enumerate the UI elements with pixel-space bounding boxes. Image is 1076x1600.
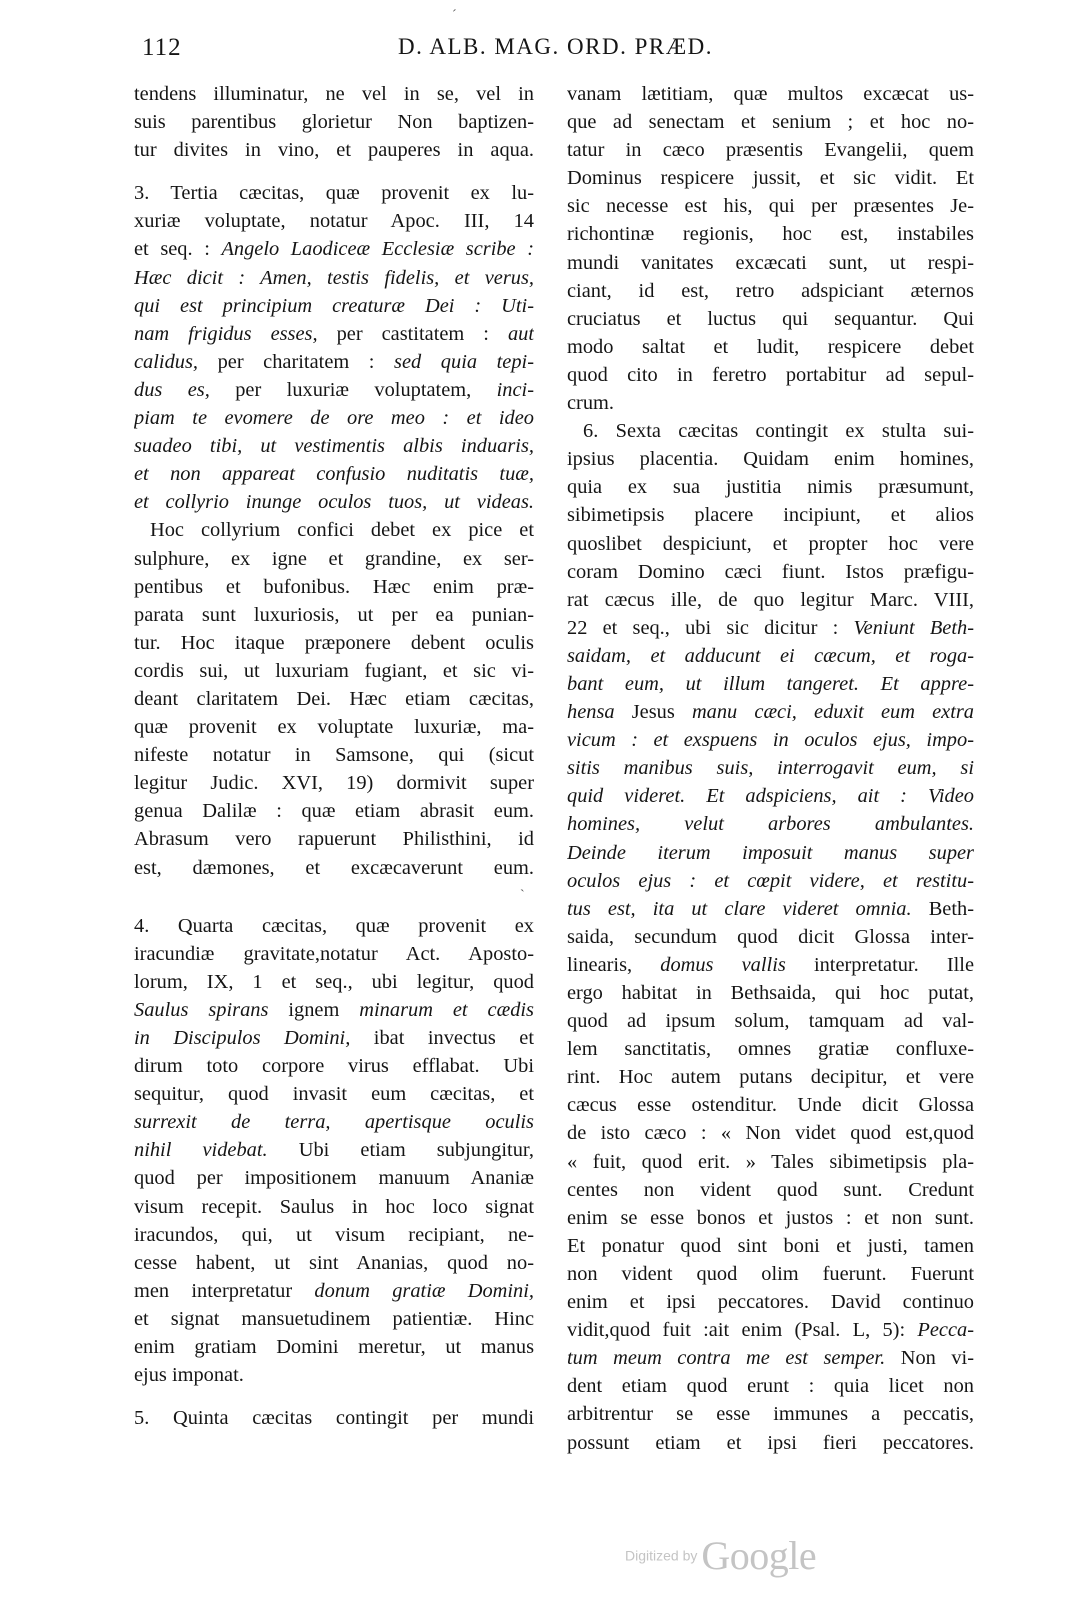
italic-segment: inci- — [496, 378, 534, 401]
italic-segment: bant eum, ut illum tangeret. Et appre- — [567, 672, 974, 695]
text-line — [134, 629, 534, 657]
text-line — [134, 713, 534, 741]
text-segment: et seq. : — [134, 238, 222, 261]
italic-segment: sed quia tepi- — [394, 350, 534, 373]
text-line — [567, 951, 974, 979]
italic-segment: oculos ejus : et cœpit videre, et restitu- — [567, 869, 974, 892]
italic-segment: Angelo Laodiceæ Ecclesiæ scribe : — [221, 238, 534, 261]
text-line — [567, 473, 974, 501]
italic-segment: et collyrio inunge oculos tuos, ut videas. — [134, 491, 534, 514]
text-segment: per luxuriæ voluptatem, — [209, 378, 497, 401]
text-segment: parata sunt luxuriosis, ut per ea punian- — [134, 603, 534, 626]
text-line — [567, 1063, 974, 1091]
text-line — [567, 389, 974, 417]
text-segment: genua Dalilæ : quæ etiam abrasit eum. — [134, 800, 534, 823]
text-segment: ergo habitat in Bethsaida, qui hoc putat, — [567, 982, 974, 1004]
text-line — [567, 333, 974, 361]
text-line — [567, 979, 974, 1007]
text-line — [567, 810, 974, 838]
text-line — [567, 1119, 974, 1147]
text-line — [134, 1164, 534, 1192]
text-line — [567, 867, 974, 895]
italic-segment: vicum : et exspuens in oculos ejus, impo- — [567, 729, 974, 752]
text-line — [567, 839, 974, 867]
text-line — [567, 642, 974, 670]
text-line — [134, 207, 534, 235]
text-segment: enim se esse bonos et justos : et non sunt. — [567, 1206, 974, 1229]
italic-segment: qui est principium creaturæ Dei : Uti- — [134, 294, 534, 317]
text-segment: cæcus esse ostenditur. Unde dicit Glossa — [567, 1094, 974, 1117]
text-line — [567, 1372, 974, 1400]
text-segment: iracundos, qui, ut visum recipiant, ne- — [134, 1223, 534, 1246]
paragraph-gap — [134, 882, 534, 912]
text-line — [567, 1400, 974, 1428]
text-segment: legitur Judic. XVI, 19) dormivit super — [134, 772, 534, 795]
italic-segment: nam frigidus esses, — [134, 322, 318, 345]
italic-segment: hensa — [567, 701, 615, 724]
text-line — [134, 320, 534, 348]
text-segment: cruciatus et luctus qui sequantur. Qui — [567, 307, 974, 330]
text-line — [134, 292, 534, 320]
text-segment: saida, secundum quod dicit Glossa inter- — [567, 925, 974, 948]
text-segment: per castitatem : — [317, 322, 508, 345]
text-line — [134, 854, 534, 882]
text-line — [134, 657, 534, 685]
text-line — [134, 912, 534, 940]
text-line — [567, 1344, 974, 1372]
digitized-by-google-watermark — [625, 1532, 816, 1582]
text-segment: cesse habent, ut sint Ananias, quod no- — [134, 1251, 534, 1274]
text-line — [567, 530, 974, 558]
italic-segment: nihil videbat. — [134, 1139, 268, 1162]
text-segment: pentibus et bufonibus. Hæc enim præ- — [134, 575, 534, 598]
text-line — [134, 1024, 534, 1052]
italic-segment: donum gratiæ Domini, — [314, 1279, 534, 1302]
text-segment: dirum toto corpore virus efflabat. Ubi — [134, 1055, 534, 1078]
text-line — [567, 164, 974, 192]
text-segment: vidit,quod fuit :ait enim (Psal. L, 5): — [567, 1319, 918, 1342]
text-line — [134, 825, 534, 853]
italic-segment: aut — [507, 322, 534, 345]
text-line — [134, 108, 534, 136]
text-line — [567, 501, 974, 529]
text-line — [567, 220, 974, 248]
text-line — [134, 797, 534, 825]
text-line — [567, 249, 974, 277]
left-text-column — [134, 80, 534, 1432]
watermark-small-text: Digitized by — [625, 1547, 698, 1564]
text-segment: Ubi etiam subjungitur, — [267, 1139, 534, 1162]
text-line — [134, 601, 534, 629]
text-segment: 6. Sexta cæcitas contingit ex stulta sui- — [583, 420, 974, 443]
italic-segment: Veniunt Beth- — [853, 616, 974, 639]
text-line — [134, 685, 534, 713]
text-segment: vanam lætitiam, quæ multos excæcat us- — [567, 83, 974, 105]
text-line — [567, 586, 974, 614]
text-line — [567, 361, 974, 389]
text-segment: possunt etiam et ipsi fieri peccatores. — [567, 1431, 974, 1454]
text-segment: est, dæmones, et excæcaverunt eum. — [134, 856, 534, 879]
text-line — [567, 614, 974, 642]
text-line — [134, 1361, 534, 1389]
text-segment: xuriæ voluptate, notatur Apoc. III, 14 — [134, 210, 534, 233]
text-segment: tatur in cæco præsentis Evangelii, quem — [567, 139, 974, 162]
text-line — [567, 1007, 974, 1035]
text-line — [567, 923, 974, 951]
text-line — [567, 754, 974, 782]
italic-segment: minarum et cædis — [359, 998, 534, 1021]
text-line — [567, 445, 974, 473]
text-line — [567, 277, 974, 305]
text-segment: nifeste notatur in Samsone, qui (sicut — [134, 744, 534, 767]
text-segment: Non vi- — [885, 1347, 974, 1370]
text-segment: lem sanctitatis, omnes gratiæ confluxe- — [567, 1038, 974, 1061]
right-text-column — [567, 80, 974, 1457]
italic-segment: calidus, — [134, 350, 198, 373]
text-segment: suis parentibus glorietur Non baptizen- — [134, 111, 534, 134]
text-segment: sic necesse est his, qui per præsentes Je- — [567, 195, 974, 218]
text-line — [134, 264, 534, 292]
text-segment: 3. Tertia cæcitas, quæ provenit ex lu- — [134, 182, 534, 205]
italic-segment: tum meum contra me est semper. — [567, 1347, 886, 1370]
text-segment: iracundiæ gravitate,notatur Act. Aposto- — [134, 942, 534, 965]
text-segment: et signat mansuetudinem patientiæ. Hinc — [134, 1307, 534, 1330]
text-line — [567, 670, 974, 698]
text-segment: deant claritatem Dei. Hæc etiam cæcitas, — [134, 687, 534, 710]
text-segment: Hoc collyrium confici debet ex pice et — [150, 519, 534, 542]
italic-segment: suadeo tibi, ut vestimentis albis induaris, — [134, 435, 534, 458]
text-segment: centes non vident quod sunt. Credunt — [567, 1178, 974, 1201]
text-segment: cordis sui, ut luxuriam fugiant, et sic vi- — [134, 659, 534, 682]
text-segment: que ad senectam et senium ; et hoc no- — [567, 111, 974, 134]
text-segment: sequitur, quod invasit eum cæcitas, et — [134, 1083, 534, 1106]
italic-segment: domus vallis — [660, 953, 786, 976]
text-segment: Beth- — [911, 897, 974, 920]
page-number: 112 — [142, 34, 182, 61]
text-segment: richontinæ regionis, hoc est, instabiles — [567, 223, 974, 246]
text-segment: Abrasum vero rapuerunt Philisthini, id — [134, 828, 534, 851]
italic-segment: Deinde iterum imposuit manus super — [567, 841, 974, 864]
text-line — [134, 1249, 534, 1277]
text-segment: sulphure, ex igne et grandine, ex ser- — [134, 547, 534, 570]
text-segment: rint. Hoc autem putans decipitur, et vere — [567, 1066, 974, 1089]
text-segment: dent etiam quod erunt : quia licet non — [567, 1375, 974, 1398]
text-line — [567, 1204, 974, 1232]
text-line — [134, 1108, 534, 1136]
text-line — [567, 1035, 974, 1063]
text-line — [567, 895, 974, 923]
text-segment: Jesus — [614, 701, 692, 724]
text-segment: tendens illuminatur, ne vel in se, vel in — [134, 83, 534, 105]
text-line — [567, 782, 974, 810]
italic-segment: sitis manibus suis, interrogavit eum, si — [567, 757, 974, 780]
text-segment: mundi vanitates excæcati sunt, ut respi- — [567, 251, 974, 274]
text-line — [567, 1316, 974, 1344]
text-line — [567, 1429, 974, 1457]
italic-segment: Hæc dicit : Amen, testis fidelis, et verus, — [134, 266, 534, 289]
italic-segment: homines, velut arbores ambulantes. — [567, 813, 974, 836]
italic-segment: tus est, ita ut clare videret omnia. — [567, 897, 912, 920]
italic-segment: et non appareat confusio nuditatis tuæ, — [134, 463, 534, 486]
text-line — [134, 1221, 534, 1249]
text-line — [134, 996, 534, 1024]
text-segment: ipsius placentia. Quidam enim homines, — [567, 448, 974, 471]
text-line — [567, 305, 974, 333]
text-segment: lorum, IX, 1 et seq., ubi legitur, quod — [134, 970, 534, 993]
text-line — [134, 80, 534, 108]
text-line — [134, 1193, 534, 1221]
text-line — [134, 432, 534, 460]
text-segment: ibat invectus et — [350, 1027, 534, 1049]
text-segment: enim gratiam Domini meretur, ut manus — [134, 1336, 534, 1359]
italic-segment: Saulus spirans — [134, 998, 269, 1021]
text-segment: per charitatem : — [198, 350, 395, 373]
running-head: D. ALB. MAG. ORD. PRÆD. — [398, 34, 714, 59]
italic-segment: surrexit de terra, apertisque oculis — [134, 1111, 534, 1134]
text-segment: ciant, id est, retro adspiciant æternos — [567, 279, 974, 302]
text-segment: non vident quod olim fuerunt. Fuerunt — [567, 1262, 974, 1285]
text-segment: quod cito in feretro portabitur ad sepul- — [567, 363, 974, 386]
top-stray-mark: ˊ — [452, 8, 457, 23]
text-line — [134, 348, 534, 376]
text-segment: quia ex sua justitia nimis præsumunt, — [567, 476, 974, 499]
text-segment: sibimetipsis placere incipiunt, et alios — [567, 504, 974, 527]
paragraph-gap — [134, 1389, 534, 1404]
text-segment: quod per impositionem manuum Ananiæ — [134, 1167, 534, 1190]
text-line — [567, 417, 974, 445]
italic-segment: dus es, — [134, 378, 210, 401]
text-segment: 22 et seq., ubi sic dicitur : — [567, 616, 854, 639]
text-line — [567, 698, 974, 726]
text-line — [134, 404, 534, 432]
text-segment: 4. Quarta cæcitas, quæ provenit ex — [134, 914, 534, 937]
text-line — [134, 1052, 534, 1080]
text-segment: 5. Quinta cæcitas contingit per mundi — [134, 1407, 534, 1430]
text-segment: ignem — [268, 998, 360, 1021]
text-segment: modo saltat et ludit, respicere debet — [567, 335, 974, 358]
text-segment: Dominus respicere jussit, et sic vidit. Et — [567, 167, 974, 190]
text-line — [567, 1176, 974, 1204]
text-segment: tur. Hoc itaque præponere debent oculis — [134, 631, 534, 654]
text-line — [134, 545, 534, 573]
text-segment: rat cæcus ille, de quo legitur Marc. VIII, — [567, 588, 974, 611]
text-line — [134, 235, 534, 263]
text-line — [134, 1333, 534, 1361]
text-segment: de isto cæco : « Non videt quod est,quod — [567, 1122, 974, 1145]
text-segment: enim et ipsi peccatores. David continuo — [567, 1291, 974, 1314]
text-line — [567, 1091, 974, 1119]
stray-mark: ˋ — [520, 888, 525, 903]
text-line — [134, 376, 534, 404]
text-segment: « fuit, quod erit. » Tales sibimetipsis pla- — [567, 1150, 974, 1173]
text-line — [567, 192, 974, 220]
text-segment: tur divites in vino, et pauperes in aqua. — [134, 139, 534, 162]
text-line — [567, 726, 974, 754]
text-line — [134, 573, 534, 601]
text-segment: interpretatur. Ille — [785, 953, 974, 976]
text-line — [134, 1080, 534, 1108]
google-logo: Google — [701, 1533, 817, 1578]
text-segment: coram Domino cæci fiunt. Istos præfigu- — [567, 560, 974, 583]
text-line — [134, 179, 534, 207]
text-segment: ejus imponat. — [134, 1364, 244, 1387]
text-line — [134, 741, 534, 769]
italic-segment: piam te evomere de ore meo : et ideo — [134, 407, 534, 430]
paragraph-gap — [134, 164, 534, 179]
text-line — [134, 1305, 534, 1333]
italic-segment: Pecca- — [917, 1319, 974, 1342]
text-line — [567, 80, 974, 108]
text-segment: linearis, — [567, 953, 661, 976]
text-line — [134, 1136, 534, 1164]
text-segment: quoslibet despiciunt, et propter hoc vere — [567, 532, 974, 555]
text-segment: quod ad ipsum solum, tamquam ad val- — [567, 1010, 974, 1033]
text-line — [567, 1288, 974, 1316]
italic-segment: in Discipulos Domini, — [134, 1027, 351, 1049]
text-line — [134, 968, 534, 996]
italic-segment: quid videret. Et adspiciens, ait : Video — [567, 785, 974, 808]
italic-segment: saidam, et adducunt ei cæcum, et roga- — [567, 644, 974, 667]
page-header — [0, 28, 1076, 68]
text-segment: Et ponatur quod sint boni et justi, tamen — [567, 1234, 974, 1257]
text-line — [134, 1277, 534, 1305]
text-segment: men interpretatur — [134, 1279, 315, 1302]
text-line — [134, 488, 534, 516]
text-line — [134, 460, 534, 488]
text-line — [567, 1260, 974, 1288]
text-line — [567, 1148, 974, 1176]
text-line — [134, 940, 534, 968]
text-line — [567, 108, 974, 136]
text-line — [134, 1404, 534, 1432]
text-segment: arbitrentur se esse immunes a peccatis, — [567, 1403, 974, 1426]
text-line — [567, 136, 974, 164]
text-segment: quæ provenit ex voluptate luxuriæ, ma- — [134, 716, 534, 739]
text-segment: crum. — [567, 392, 614, 415]
text-line — [567, 558, 974, 586]
text-line — [134, 136, 534, 164]
text-segment: visum recepit. Saulus in hoc loco signat — [134, 1195, 534, 1218]
text-line — [134, 769, 534, 797]
italic-segment: manu cæci, eduxit eum extra — [691, 701, 974, 724]
text-line — [567, 1232, 974, 1260]
text-line — [134, 516, 534, 544]
